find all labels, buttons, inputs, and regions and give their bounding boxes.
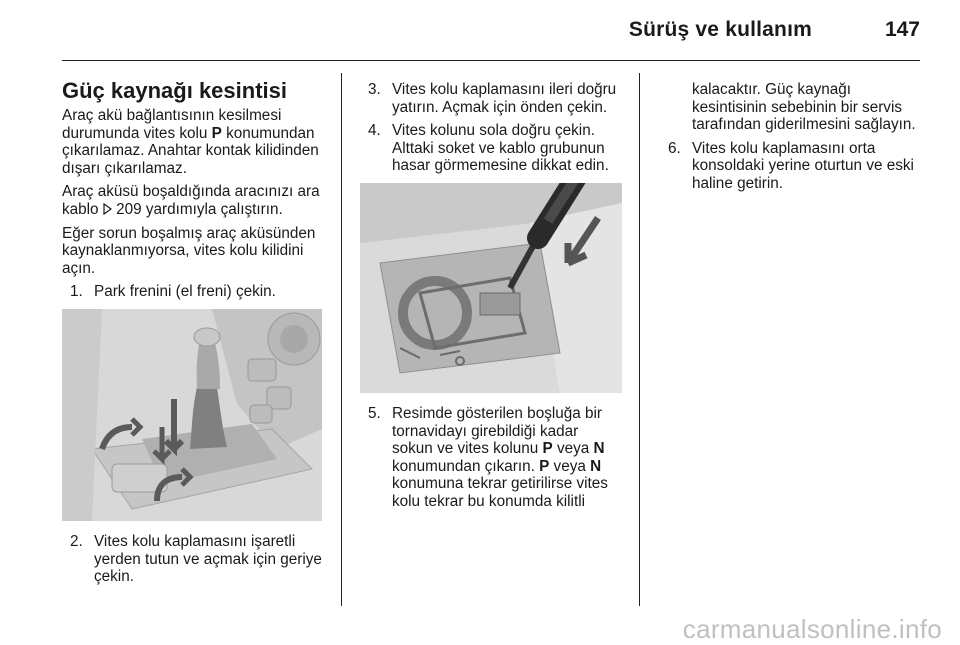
figure-screwdriver-release bbox=[360, 183, 622, 393]
step-text-part: veya bbox=[552, 440, 594, 458]
step-text bbox=[392, 405, 608, 510]
step-text-part: konumuna tekrar getirilirse vites kolu tekrar bu konumda kilitli bbox=[392, 475, 608, 510]
step-number: 6. bbox=[668, 139, 681, 157]
step-number: 2. bbox=[70, 532, 83, 550]
reference-arrow-icon[interactable] bbox=[103, 201, 112, 218]
list-item-step-3 bbox=[368, 81, 622, 116]
list-item-step-6 bbox=[668, 140, 922, 193]
paragraph-jump-start bbox=[62, 183, 327, 218]
position-p-label: P bbox=[542, 440, 553, 458]
list-item-step-2 bbox=[70, 533, 327, 586]
step-text-part: veya bbox=[549, 457, 591, 475]
column-3 bbox=[660, 81, 922, 199]
list-item-step-5 bbox=[368, 405, 622, 511]
step-text: Vites kolu kaplamasını işaretli yerden tutun ve açmak için geriye çekin. bbox=[94, 532, 322, 586]
step-number: 1. bbox=[70, 283, 83, 301]
paragraph-unlock-lever: Eğer sorun boşalmış araç aküsünden kaynaklanmıyorsa, vites kolu kilidini açın. bbox=[62, 224, 316, 277]
step-text: Vites kolunu sola doğru çekin. Alttaki soket ve kablo grubunun hasar görmemesine dikkat edin. bbox=[392, 122, 609, 175]
step-text: Vites kolu kaplamasını ileri doğru yatırın. Açmak için önden çekin. bbox=[392, 81, 617, 116]
position-p-label: P bbox=[539, 457, 550, 475]
column-1 bbox=[62, 73, 327, 592]
column-divider-left bbox=[341, 73, 342, 606]
column-2 bbox=[360, 81, 622, 517]
paragraph-text: Araç akü bağlantısının kesilmesi durumunda vites kolu bbox=[62, 107, 282, 142]
continued-text bbox=[668, 81, 922, 134]
step-number: 5. bbox=[368, 404, 381, 422]
watermark: carmanualsonline.info bbox=[682, 614, 942, 644]
step-number: 4. bbox=[368, 122, 381, 140]
list-item-step-4 bbox=[368, 122, 622, 175]
position-n-label: N bbox=[590, 457, 602, 475]
paragraph-text: konumundan çıkarılamaz. Anahtar kontak kilidinden dışarı çıkarılamaz. bbox=[62, 124, 319, 177]
page-header-title: Sürüş ve kullanım bbox=[628, 18, 812, 41]
section-heading: Güç kaynağı kesintisi bbox=[62, 78, 287, 103]
figure-gear-lever bbox=[62, 309, 322, 521]
column-divider-right bbox=[639, 73, 640, 606]
step-text: Vites kolu kaplamasını orta konsoldaki yerine oturtun ve eski haline getirin. bbox=[692, 139, 914, 192]
step-text-part: Resimde gösterilen boşluğa bir tornavidayı girebildiği kadar sokun ve vites kolunu bbox=[392, 404, 603, 458]
step-text: Park frenini (el freni) çekin. bbox=[94, 283, 276, 301]
step-text: kalacaktır. Güç kaynağı kesintisinin sebebinin bir servis tarafından giderilmesini sağlayın. bbox=[692, 81, 916, 134]
position-n-label: N bbox=[593, 440, 605, 458]
step-number: 3. bbox=[368, 81, 381, 98]
step-text-part: konumundan çıkarın. bbox=[392, 457, 540, 475]
position-p-label: P bbox=[211, 124, 222, 142]
paragraph-text: 209 yardımıyla çalıştırın. bbox=[111, 200, 283, 218]
paragraph-text: Araç aküsü boşaldığında aracınızı ara kablo bbox=[62, 183, 320, 218]
page-number: 147 bbox=[884, 18, 920, 41]
paragraph-battery-disconnect bbox=[62, 107, 327, 177]
header-rule bbox=[62, 60, 920, 61]
list-item-step-1 bbox=[70, 283, 327, 301]
